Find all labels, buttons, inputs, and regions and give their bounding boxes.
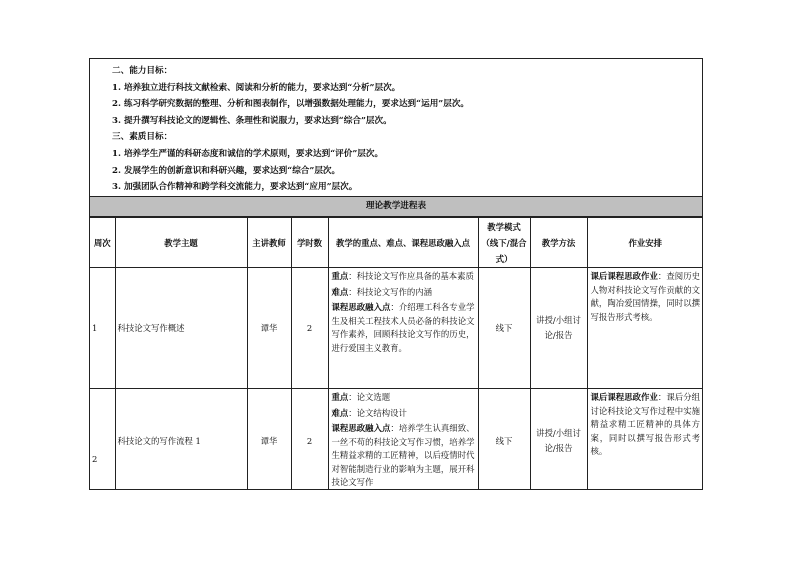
ideology-text: ：介绍理工科各专业学生及相关工程技术人员必备的科技论文写作素养，回顾科技论文写作的历史，进行爱国主义教育。	[331, 302, 475, 353]
hours-cell: 2	[291, 268, 328, 389]
week-cell: 2	[90, 389, 115, 491]
header-method: 教学方法	[530, 218, 587, 268]
table-header-row	[90, 218, 703, 268]
mode-cell: 线下	[478, 268, 530, 389]
homework-label: 课后课程思政作业	[590, 392, 658, 402]
table-row	[90, 389, 703, 491]
method-cell: 讲授/小组讨论/报告	[530, 268, 587, 389]
quality-goal-2: 2. 发展学生的创新意识和科研兴趣，要求达到“综合”层次。	[112, 165, 341, 176]
key-point-label: 重点	[331, 271, 349, 281]
header-teacher: 主讲教师	[247, 218, 291, 268]
header-week: 周次	[90, 218, 115, 268]
hours-cell: 2	[291, 389, 328, 491]
key-point-text: ：论文选题	[348, 392, 391, 402]
teaching-schedule-table	[90, 217, 703, 490]
teacher-cell: 谭华	[247, 389, 291, 491]
document-page	[89, 58, 703, 490]
objectives-section	[90, 59, 702, 197]
schedule-table-title: 理论教学进程表	[90, 197, 702, 217]
header-topic: 教学主题	[115, 218, 247, 268]
homework-text: ：课后分组讨论科技论文写作过程中实施精益求精工匠精神的具体方案，同时以撰写报告形式考核。	[590, 392, 701, 456]
header-focus: 教学的重点、难点、课程思政融入点	[328, 218, 478, 268]
ability-goal-2: 2. 练习科学研究数据的整理、分析和图表制作，以增强数据处理能力，要求达到“运用”层次。	[112, 99, 470, 110]
ability-goal-3: 3. 提升撰写科技论文的逻辑性、条理性和说服力，要求达到“综合”层次。	[112, 115, 392, 126]
ideology-label: 课程思政融入点	[331, 423, 391, 433]
mode-cell: 线下	[478, 389, 530, 491]
method-cell: 讲授/小组讨论/报告	[530, 389, 587, 491]
focus-cell	[328, 389, 478, 491]
topic-cell: 科技论文的写作流程 1	[115, 389, 247, 491]
quality-goal-1: 1. 培养学生严谨的科研态度和诚信的学术原则，要求达到“评价”层次。	[112, 148, 384, 159]
teacher-cell: 谭华	[247, 268, 291, 389]
key-point-text: ：科技论文写作应具备的基本素质	[348, 271, 474, 281]
homework-label: 课后课程思政作业	[590, 271, 658, 281]
ideology-label: 课程思政融入点	[331, 302, 391, 312]
header-hours: 学时数	[291, 218, 328, 268]
homework-cell	[587, 268, 703, 389]
ability-goal-1: 1. 培养独立进行科技文献检索、阅读和分析的能力，要求达到“分析”层次。	[112, 82, 401, 93]
difficulty-text: ：论文结构设计	[348, 407, 407, 418]
ability-goals-heading: 二、能力目标：	[112, 66, 173, 76]
homework-cell	[587, 389, 703, 491]
topic-cell: 科技论文写作概述	[115, 268, 247, 389]
header-mode: 教学模式（线下/混合式）	[478, 218, 530, 268]
ideology-text: ：培养学生认真细致、一丝不苟的科技论文写作习惯，培养学生精益求精的工匠精神，以后疫情时代对智能制造行业的影响为主题，展开科技论文写作	[331, 423, 475, 487]
week-cell: 1	[90, 268, 115, 389]
table-row	[90, 268, 703, 389]
quality-goals-heading: 三、素质目标：	[112, 132, 173, 143]
header-homework: 作业安排	[587, 218, 703, 268]
key-point-label: 重点	[331, 392, 349, 402]
difficulty-label: 难点	[331, 286, 349, 297]
quality-goal-3: 3. 加强团队合作精神和跨学科交流能力，要求达到“应用”层次。	[112, 182, 358, 193]
homework-text: ：查阅历史人物对科技论文写作贡献的文献，陶冶爱国情操，同时以撰写报告形式考核。	[590, 271, 701, 322]
difficulty-label: 难点	[331, 407, 349, 418]
difficulty-text: ：科技论文写作的内涵	[348, 286, 432, 297]
focus-cell	[328, 268, 478, 389]
